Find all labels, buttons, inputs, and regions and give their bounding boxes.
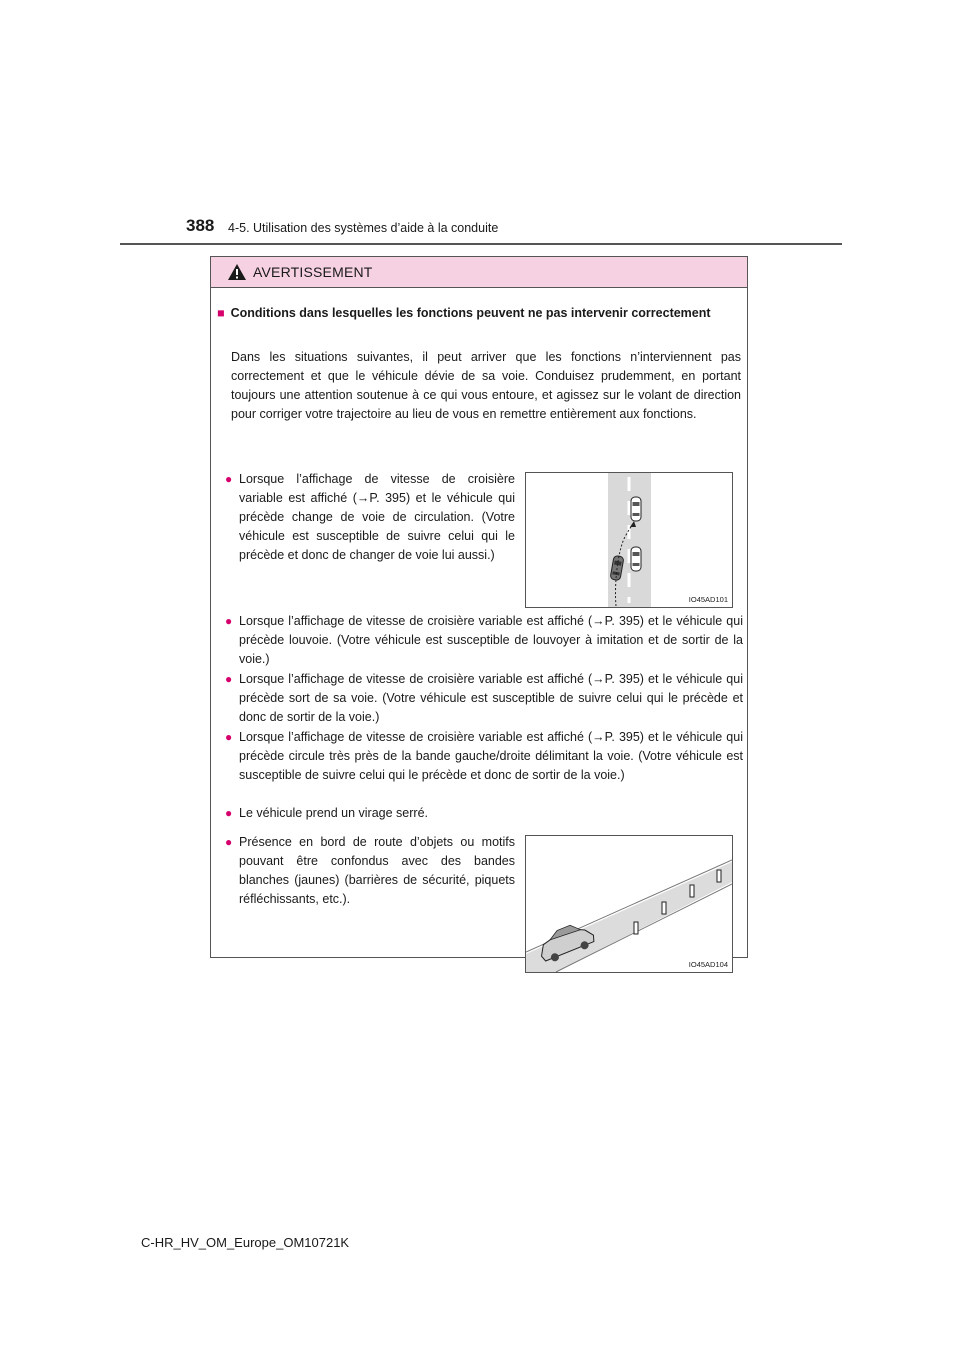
bullet-item: ● Le véhicule prend un virage serré. — [225, 804, 743, 823]
circle-bullet-icon: ● — [225, 672, 233, 686]
bullet-item: ● Lorsque l’affichage de vitesse de croisière variable est affiché (→P. 395) et le véhicule qui précède louvoie. (Votre véhicule est susceptible de louvoyer à imitation et de sortir de la voie.) — [225, 614, 743, 666]
bullet-item: ● Présence en bord de route d’objets ou motifs pouvant être confondus avec des bandes blanches (jaunes) (barrières de sécurité, piquets réfléchissants, etc.). — [225, 835, 515, 906]
header-rule — [120, 243, 842, 245]
figure-roadside-objects — [525, 835, 733, 973]
circle-bullet-icon: ● — [225, 472, 233, 486]
lane-change-illustration — [526, 473, 732, 607]
section-title: 4-5. Utilisation des systèmes d’aide à la conduite — [228, 221, 499, 235]
warning-title: AVERTISSEMENT — [253, 264, 373, 280]
bullet-item: ● Lorsque l’affichage de vitesse de croisière variable est affiché (→P. 395) et le véhicule qui précède sort de sa voie. (Votre véhicule est susceptible de suivre celui qui le précède et donc de sortir de la voie.) — [225, 672, 743, 724]
circle-bullet-icon: ● — [225, 835, 233, 849]
warning-triangle-icon — [227, 263, 247, 281]
square-bullet-icon: ■ — [217, 306, 225, 320]
circle-bullet-icon: ● — [225, 806, 233, 820]
warning-header — [211, 257, 747, 288]
warning-heading: ■ Conditions dans lesquelles les fonctions peuvent ne pas intervenir correctement — [217, 306, 711, 320]
roadside-objects-illustration — [526, 836, 732, 972]
figure-code: IO45AD104 — [688, 960, 728, 969]
circle-bullet-icon: ● — [225, 614, 233, 628]
warning-intro: Dans les situations suivantes, il peut arriver que les fonctions n’interviennent pas correctement et que le véhicule dévie de sa voie. Conduisez prudemment, en portant toujours une attention soutenue à ce qui vous entoure, et agissez sur le volant de direction pour corriger votre trajectoire au lieu de vous en remettre entièrement aux fonctions. — [231, 350, 741, 421]
warning-box — [210, 256, 748, 969]
circle-bullet-icon: ● — [225, 730, 233, 744]
figure-code: IO45AD101 — [688, 595, 728, 604]
bullet-item: ● Lorsque l’affichage de vitesse de croisière variable est affiché (→P. 395) et le véhicule qui précède change de voie de circulation. (Votre véhicule est susceptible de suivre celui qui le précède et donc de changer de voie lui aussi.) — [225, 472, 515, 562]
figure-lane-change — [525, 472, 733, 608]
bullet-item: ● Lorsque l’affichage de vitesse de croisière variable est affiché (→P. 395) et le véhicule qui précède circule très près de la bande gauche/droite délimitant la voie. (Votre véhicule est susceptible de suivre celui qui le précède et donc de sortir de la voie.) — [225, 730, 743, 782]
page-number: 388 — [186, 216, 215, 235]
footer-doc-code: C-HR_HV_OM_Europe_OM10721K — [141, 1235, 350, 1250]
